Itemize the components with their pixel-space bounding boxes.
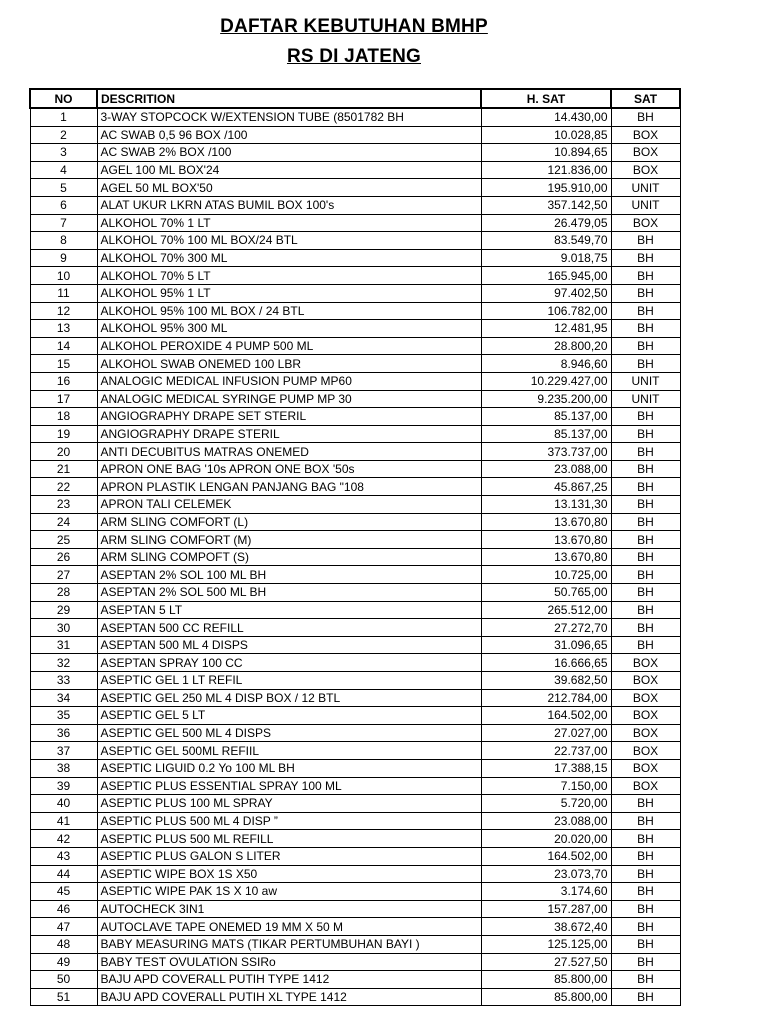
table-row xyxy=(30,584,680,602)
row-number: 32 xyxy=(30,654,97,672)
row-number: 50 xyxy=(30,971,97,989)
table-row xyxy=(30,337,680,355)
row-number: 41 xyxy=(30,812,97,830)
item-description: AC SWAB 0,5 96 BOX /100 xyxy=(97,126,481,144)
unit-price: 85.800,00 xyxy=(481,988,611,1006)
row-number: 1 xyxy=(30,108,97,126)
item-description: ALKOHOL 95% 1 LT xyxy=(97,284,481,302)
unit: UNIT xyxy=(611,390,680,408)
unit-price: 13.131,30 xyxy=(481,496,611,514)
unit: BOX xyxy=(611,161,680,179)
row-number: 24 xyxy=(30,513,97,531)
item-description: ALKOHOL 70% 5 LT xyxy=(97,267,481,285)
item-description: ASEPTIC WIPE PAK 1S X 10 aw xyxy=(97,883,481,901)
unit: BOX xyxy=(611,724,680,742)
row-number: 30 xyxy=(30,619,97,637)
item-description: ASEPTIC LIGUID 0.2 Yo 100 ML BH xyxy=(97,759,481,777)
unit-price: 50.765,00 xyxy=(481,584,611,602)
unit-price: 106.782,00 xyxy=(481,302,611,320)
unit: BH xyxy=(611,830,680,848)
row-number: 12 xyxy=(30,302,97,320)
unit: BH xyxy=(611,988,680,1006)
table-row xyxy=(30,355,680,373)
table-row xyxy=(30,267,680,285)
unit: BH xyxy=(611,478,680,496)
table-row xyxy=(30,883,680,901)
unit: UNIT xyxy=(611,179,680,197)
row-number: 28 xyxy=(30,584,97,602)
table-row xyxy=(30,144,680,162)
unit-price: 212.784,00 xyxy=(481,689,611,707)
unit: BH xyxy=(611,337,680,355)
row-number: 5 xyxy=(30,179,97,197)
item-description: ALKOHOL 70% 300 ML xyxy=(97,249,481,267)
table-row xyxy=(30,460,680,478)
table-row xyxy=(30,478,680,496)
item-description: APRON ONE BAG '10s APRON ONE BOX '50s xyxy=(97,460,481,478)
item-description: ALAT UKUR LKRN ATAS BUMIL BOX 100's xyxy=(97,196,481,214)
item-description: ALKOHOL 95% 300 ML xyxy=(97,320,481,338)
item-description: ASEPTIC GEL 500ML REFIIL xyxy=(97,742,481,760)
unit: BH xyxy=(611,496,680,514)
unit: BH xyxy=(611,865,680,883)
table-row xyxy=(30,372,680,390)
row-number: 34 xyxy=(30,689,97,707)
row-number: 36 xyxy=(30,724,97,742)
row-number: 39 xyxy=(30,777,97,795)
row-number: 23 xyxy=(30,496,97,514)
row-number: 42 xyxy=(30,830,97,848)
unit-price: 14.430,00 xyxy=(481,108,611,126)
row-number: 43 xyxy=(30,847,97,865)
item-description: ALKOHOL 95% 100 ML BOX / 24 BTL xyxy=(97,302,481,320)
row-number: 35 xyxy=(30,707,97,725)
row-number: 14 xyxy=(30,337,97,355)
item-description: ANALOGIC MEDICAL SYRINGE PUMP MP 30 xyxy=(97,390,481,408)
unit: BOX xyxy=(611,144,680,162)
unit-price: 3.174,60 xyxy=(481,883,611,901)
unit: BH xyxy=(611,566,680,584)
unit: BH xyxy=(611,847,680,865)
table-row xyxy=(30,443,680,461)
item-description: AUTOCLAVE TAPE ONEMED 19 MM X 50 M xyxy=(97,918,481,936)
row-number: 45 xyxy=(30,883,97,901)
item-description: APRON TALI CELEMEK xyxy=(97,496,481,514)
row-number: 26 xyxy=(30,548,97,566)
unit: BH xyxy=(611,249,680,267)
row-number: 7 xyxy=(30,214,97,232)
table-row xyxy=(30,496,680,514)
table-row xyxy=(30,249,680,267)
row-number: 25 xyxy=(30,531,97,549)
unit: BOX xyxy=(611,126,680,144)
unit: BOX xyxy=(611,759,680,777)
unit-price: 10.028,85 xyxy=(481,126,611,144)
header-no: NO xyxy=(30,89,97,108)
row-number: 4 xyxy=(30,161,97,179)
table-row xyxy=(30,548,680,566)
item-description: ASEPTIC PLUS 500 ML 4 DISP ” xyxy=(97,812,481,830)
unit-price: 17.388,15 xyxy=(481,759,611,777)
unit-price: 23.088,00 xyxy=(481,460,611,478)
unit-price: 23.073,70 xyxy=(481,865,611,883)
unit-price: 27.027,00 xyxy=(481,724,611,742)
table-row xyxy=(30,742,680,760)
item-description: BABY TEST OVULATION SSIRo xyxy=(97,953,481,971)
unit-price: 13.670,80 xyxy=(481,513,611,531)
unit-price: 23.088,00 xyxy=(481,812,611,830)
unit: BH xyxy=(611,548,680,566)
table-row xyxy=(30,900,680,918)
table-row xyxy=(30,988,680,1006)
unit: BOX xyxy=(611,672,680,690)
row-number: 10 xyxy=(30,267,97,285)
item-description: ALKOHOL PEROXIDE 4 PUMP 500 ML xyxy=(97,337,481,355)
item-description: ASEPTIC GEL 500 ML 4 DISPS xyxy=(97,724,481,742)
table-row xyxy=(30,795,680,813)
item-description: ASEPTAN 500 CC REFILL xyxy=(97,619,481,637)
row-number: 13 xyxy=(30,320,97,338)
table-row xyxy=(30,566,680,584)
row-number: 16 xyxy=(30,372,97,390)
table-row xyxy=(30,425,680,443)
table-row xyxy=(30,935,680,953)
row-number: 3 xyxy=(30,144,97,162)
unit-price: 164.502,00 xyxy=(481,847,611,865)
row-number: 11 xyxy=(30,284,97,302)
item-description: ASEPTAN SPRAY 100 CC xyxy=(97,654,481,672)
table-row xyxy=(30,161,680,179)
row-number: 33 xyxy=(30,672,97,690)
item-description: AGEL 100 ML BOX'24 xyxy=(97,161,481,179)
table-row xyxy=(30,284,680,302)
table-row xyxy=(30,953,680,971)
table-row xyxy=(30,302,680,320)
item-description: ASEPTIC PLUS 500 ML REFILL xyxy=(97,830,481,848)
unit-price: 157.287,00 xyxy=(481,900,611,918)
item-description: ASEPTAN 5 LT xyxy=(97,601,481,619)
unit: BH xyxy=(611,531,680,549)
unit-price: 27.527,50 xyxy=(481,953,611,971)
table-row xyxy=(30,232,680,250)
unit: BH xyxy=(611,918,680,936)
item-description: ANALOGIC MEDICAL INFUSION PUMP MP60 xyxy=(97,372,481,390)
unit-price: 39.682,50 xyxy=(481,672,611,690)
item-description: ASEPTIC PLUS 100 ML SPRAY xyxy=(97,795,481,813)
item-description: ARM SLING COMFORT (L) xyxy=(97,513,481,531)
unit-price: 97.402,50 xyxy=(481,284,611,302)
item-description: 3-WAY STOPCOCK W/EXTENSION TUBE (8501782 BH xyxy=(97,108,481,126)
unit-price: 16.666,65 xyxy=(481,654,611,672)
unit-price: 121.836,00 xyxy=(481,161,611,179)
row-number: 47 xyxy=(30,918,97,936)
unit: BH xyxy=(611,971,680,989)
unit-price: 8.946,60 xyxy=(481,355,611,373)
table-row xyxy=(30,179,680,197)
unit: BH xyxy=(611,425,680,443)
unit: BH xyxy=(611,812,680,830)
row-number: 2 xyxy=(30,126,97,144)
row-number: 46 xyxy=(30,900,97,918)
item-description: ARM SLING COMFORT (M) xyxy=(97,531,481,549)
unit-price: 13.670,80 xyxy=(481,548,611,566)
unit-price: 265.512,00 xyxy=(481,601,611,619)
unit-price: 26.479,05 xyxy=(481,214,611,232)
unit-price: 20.020,00 xyxy=(481,830,611,848)
item-description: ALKOHOL 70% 100 ML BOX/24 BTL xyxy=(97,232,481,250)
unit-price: 38.672,40 xyxy=(481,918,611,936)
unit: BOX xyxy=(611,689,680,707)
item-description: ASEPTIC GEL 1 LT REFIL xyxy=(97,672,481,690)
bmhp-table xyxy=(29,88,681,1006)
row-number: 31 xyxy=(30,636,97,654)
unit-price: 85.137,00 xyxy=(481,408,611,426)
unit: BH xyxy=(611,601,680,619)
unit: BOX xyxy=(611,707,680,725)
table-row xyxy=(30,619,680,637)
row-number: 18 xyxy=(30,408,97,426)
table-row xyxy=(30,847,680,865)
row-number: 40 xyxy=(30,795,97,813)
table-row xyxy=(30,601,680,619)
unit: BH xyxy=(611,619,680,637)
unit-price: 22.737,00 xyxy=(481,742,611,760)
table-row xyxy=(30,672,680,690)
item-description: APRON PLASTIK LENGAN PANJANG BAG "108 xyxy=(97,478,481,496)
unit-price: 31.096,65 xyxy=(481,636,611,654)
unit-price: 13.670,80 xyxy=(481,531,611,549)
unit-price: 125.125,00 xyxy=(481,935,611,953)
unit-price: 28.800,20 xyxy=(481,337,611,355)
unit-price: 373.737,00 xyxy=(481,443,611,461)
unit-price: 10.894,65 xyxy=(481,144,611,162)
table-body xyxy=(30,108,680,1006)
table-row xyxy=(30,777,680,795)
row-number: 19 xyxy=(30,425,97,443)
unit: BH xyxy=(611,320,680,338)
unit-price: 7.150,00 xyxy=(481,777,611,795)
row-number: 6 xyxy=(30,196,97,214)
table-row xyxy=(30,636,680,654)
unit: BOX xyxy=(611,777,680,795)
row-number: 22 xyxy=(30,478,97,496)
row-number: 48 xyxy=(30,935,97,953)
table-row xyxy=(30,918,680,936)
row-number: 8 xyxy=(30,232,97,250)
item-description: ASEPTAN 500 ML 4 DISPS xyxy=(97,636,481,654)
item-description: ASEPTIC WIPE BOX 1S X50 xyxy=(97,865,481,883)
row-number: 15 xyxy=(30,355,97,373)
row-number: 21 xyxy=(30,460,97,478)
table-header-row xyxy=(30,89,680,108)
unit: BOX xyxy=(611,654,680,672)
item-description: ASEPTAN 2% SOL 100 ML BH xyxy=(97,566,481,584)
item-description: ASEPTIC PLUS GALON S LITER xyxy=(97,847,481,865)
document-title: DAFTAR KEBUTUHAN BMHP xyxy=(220,16,488,37)
row-number: 17 xyxy=(30,390,97,408)
unit: BH xyxy=(611,636,680,654)
unit: BH xyxy=(611,795,680,813)
row-number: 51 xyxy=(30,988,97,1006)
unit-price: 5.720,00 xyxy=(481,795,611,813)
table-row xyxy=(30,214,680,232)
unit: BH xyxy=(611,284,680,302)
header-unit: SAT xyxy=(611,89,680,108)
item-description: BABY MEASURING MATS (TIKAR PERTUMBUHAN BAYI ) xyxy=(97,935,481,953)
unit: BH xyxy=(611,953,680,971)
row-number: 49 xyxy=(30,953,97,971)
unit-price: 9.018,75 xyxy=(481,249,611,267)
item-description: BAJU APD COVERALL PUTIH TYPE 1412 xyxy=(97,971,481,989)
item-description: AUTOCHECK 3IN1 xyxy=(97,900,481,918)
item-description: ALKOHOL SWAB ONEMED 100 LBR xyxy=(97,355,481,373)
table-row xyxy=(30,513,680,531)
unit-price: 10.229.427,00 xyxy=(481,372,611,390)
table-row xyxy=(30,759,680,777)
unit-price: 83.549,70 xyxy=(481,232,611,250)
unit-price: 164.502,00 xyxy=(481,707,611,725)
header-unit-price: H. SAT xyxy=(481,89,611,108)
row-number: 9 xyxy=(30,249,97,267)
document-subtitle: RS DI JATENG xyxy=(286,46,421,67)
unit: BH xyxy=(611,408,680,426)
table-row xyxy=(30,654,680,672)
unit-price: 165.945,00 xyxy=(481,267,611,285)
item-description: ALKOHOL 70% 1 LT xyxy=(97,214,481,232)
unit-price: 12.481,95 xyxy=(481,320,611,338)
table-row xyxy=(30,971,680,989)
unit: BH xyxy=(611,460,680,478)
unit: BH xyxy=(611,302,680,320)
unit: BH xyxy=(611,443,680,461)
table-row xyxy=(30,724,680,742)
item-description: ASEPTIC GEL 5 LT xyxy=(97,707,481,725)
unit-price: 195.910,00 xyxy=(481,179,611,197)
unit: BH xyxy=(611,883,680,901)
unit: BH xyxy=(611,108,680,126)
item-description: ANGIOGRAPHY DRAPE SET STERIL xyxy=(97,408,481,426)
unit-price: 85.800,00 xyxy=(481,971,611,989)
unit-price: 27.272,70 xyxy=(481,619,611,637)
row-number: 44 xyxy=(30,865,97,883)
unit: BH xyxy=(611,900,680,918)
table-row xyxy=(30,689,680,707)
unit: BH xyxy=(611,267,680,285)
item-description: ARM SLING COMPOFT (S) xyxy=(97,548,481,566)
unit-price: 85.137,00 xyxy=(481,425,611,443)
unit: BH xyxy=(611,584,680,602)
item-description: BAJU APD COVERALL PUTIH XL TYPE 1412 xyxy=(97,988,481,1006)
unit: BH xyxy=(611,935,680,953)
unit: BH xyxy=(611,355,680,373)
item-description: ASEPTIC GEL 250 ML 4 DISP BOX / 12 BTL xyxy=(97,689,481,707)
table-row xyxy=(30,108,680,126)
row-number: 20 xyxy=(30,443,97,461)
unit: BH xyxy=(611,232,680,250)
unit: BH xyxy=(611,513,680,531)
row-number: 38 xyxy=(30,759,97,777)
unit-price: 10.725,00 xyxy=(481,566,611,584)
unit: UNIT xyxy=(611,196,680,214)
row-number: 37 xyxy=(30,742,97,760)
table-row xyxy=(30,196,680,214)
unit-price: 357.142,50 xyxy=(481,196,611,214)
item-description: ASEPTAN 2% SOL 500 ML BH xyxy=(97,584,481,602)
unit: BOX xyxy=(611,742,680,760)
header-description: DESCRITION xyxy=(97,89,481,108)
table-row xyxy=(30,830,680,848)
table-row xyxy=(30,390,680,408)
unit: UNIT xyxy=(611,372,680,390)
item-description: ASEPTIC PLUS ESSENTIAL SPRAY 100 ML xyxy=(97,777,481,795)
unit-price: 9.235.200,00 xyxy=(481,390,611,408)
table-row xyxy=(30,812,680,830)
table-row xyxy=(30,707,680,725)
item-description: ANGIOGRAPHY DRAPE STERIL xyxy=(97,425,481,443)
row-number: 27 xyxy=(30,566,97,584)
table-row xyxy=(30,126,680,144)
item-description: AC SWAB 2% BOX /100 xyxy=(97,144,481,162)
table-row xyxy=(30,531,680,549)
table-row xyxy=(30,408,680,426)
item-description: AGEL 50 ML BOX'50 xyxy=(97,179,481,197)
unit: BOX xyxy=(611,214,680,232)
item-description: ANTI DECUBITUS MATRAS ONEMED xyxy=(97,443,481,461)
row-number: 29 xyxy=(30,601,97,619)
unit-price: 45.867,25 xyxy=(481,478,611,496)
table-row xyxy=(30,865,680,883)
table-row xyxy=(30,320,680,338)
